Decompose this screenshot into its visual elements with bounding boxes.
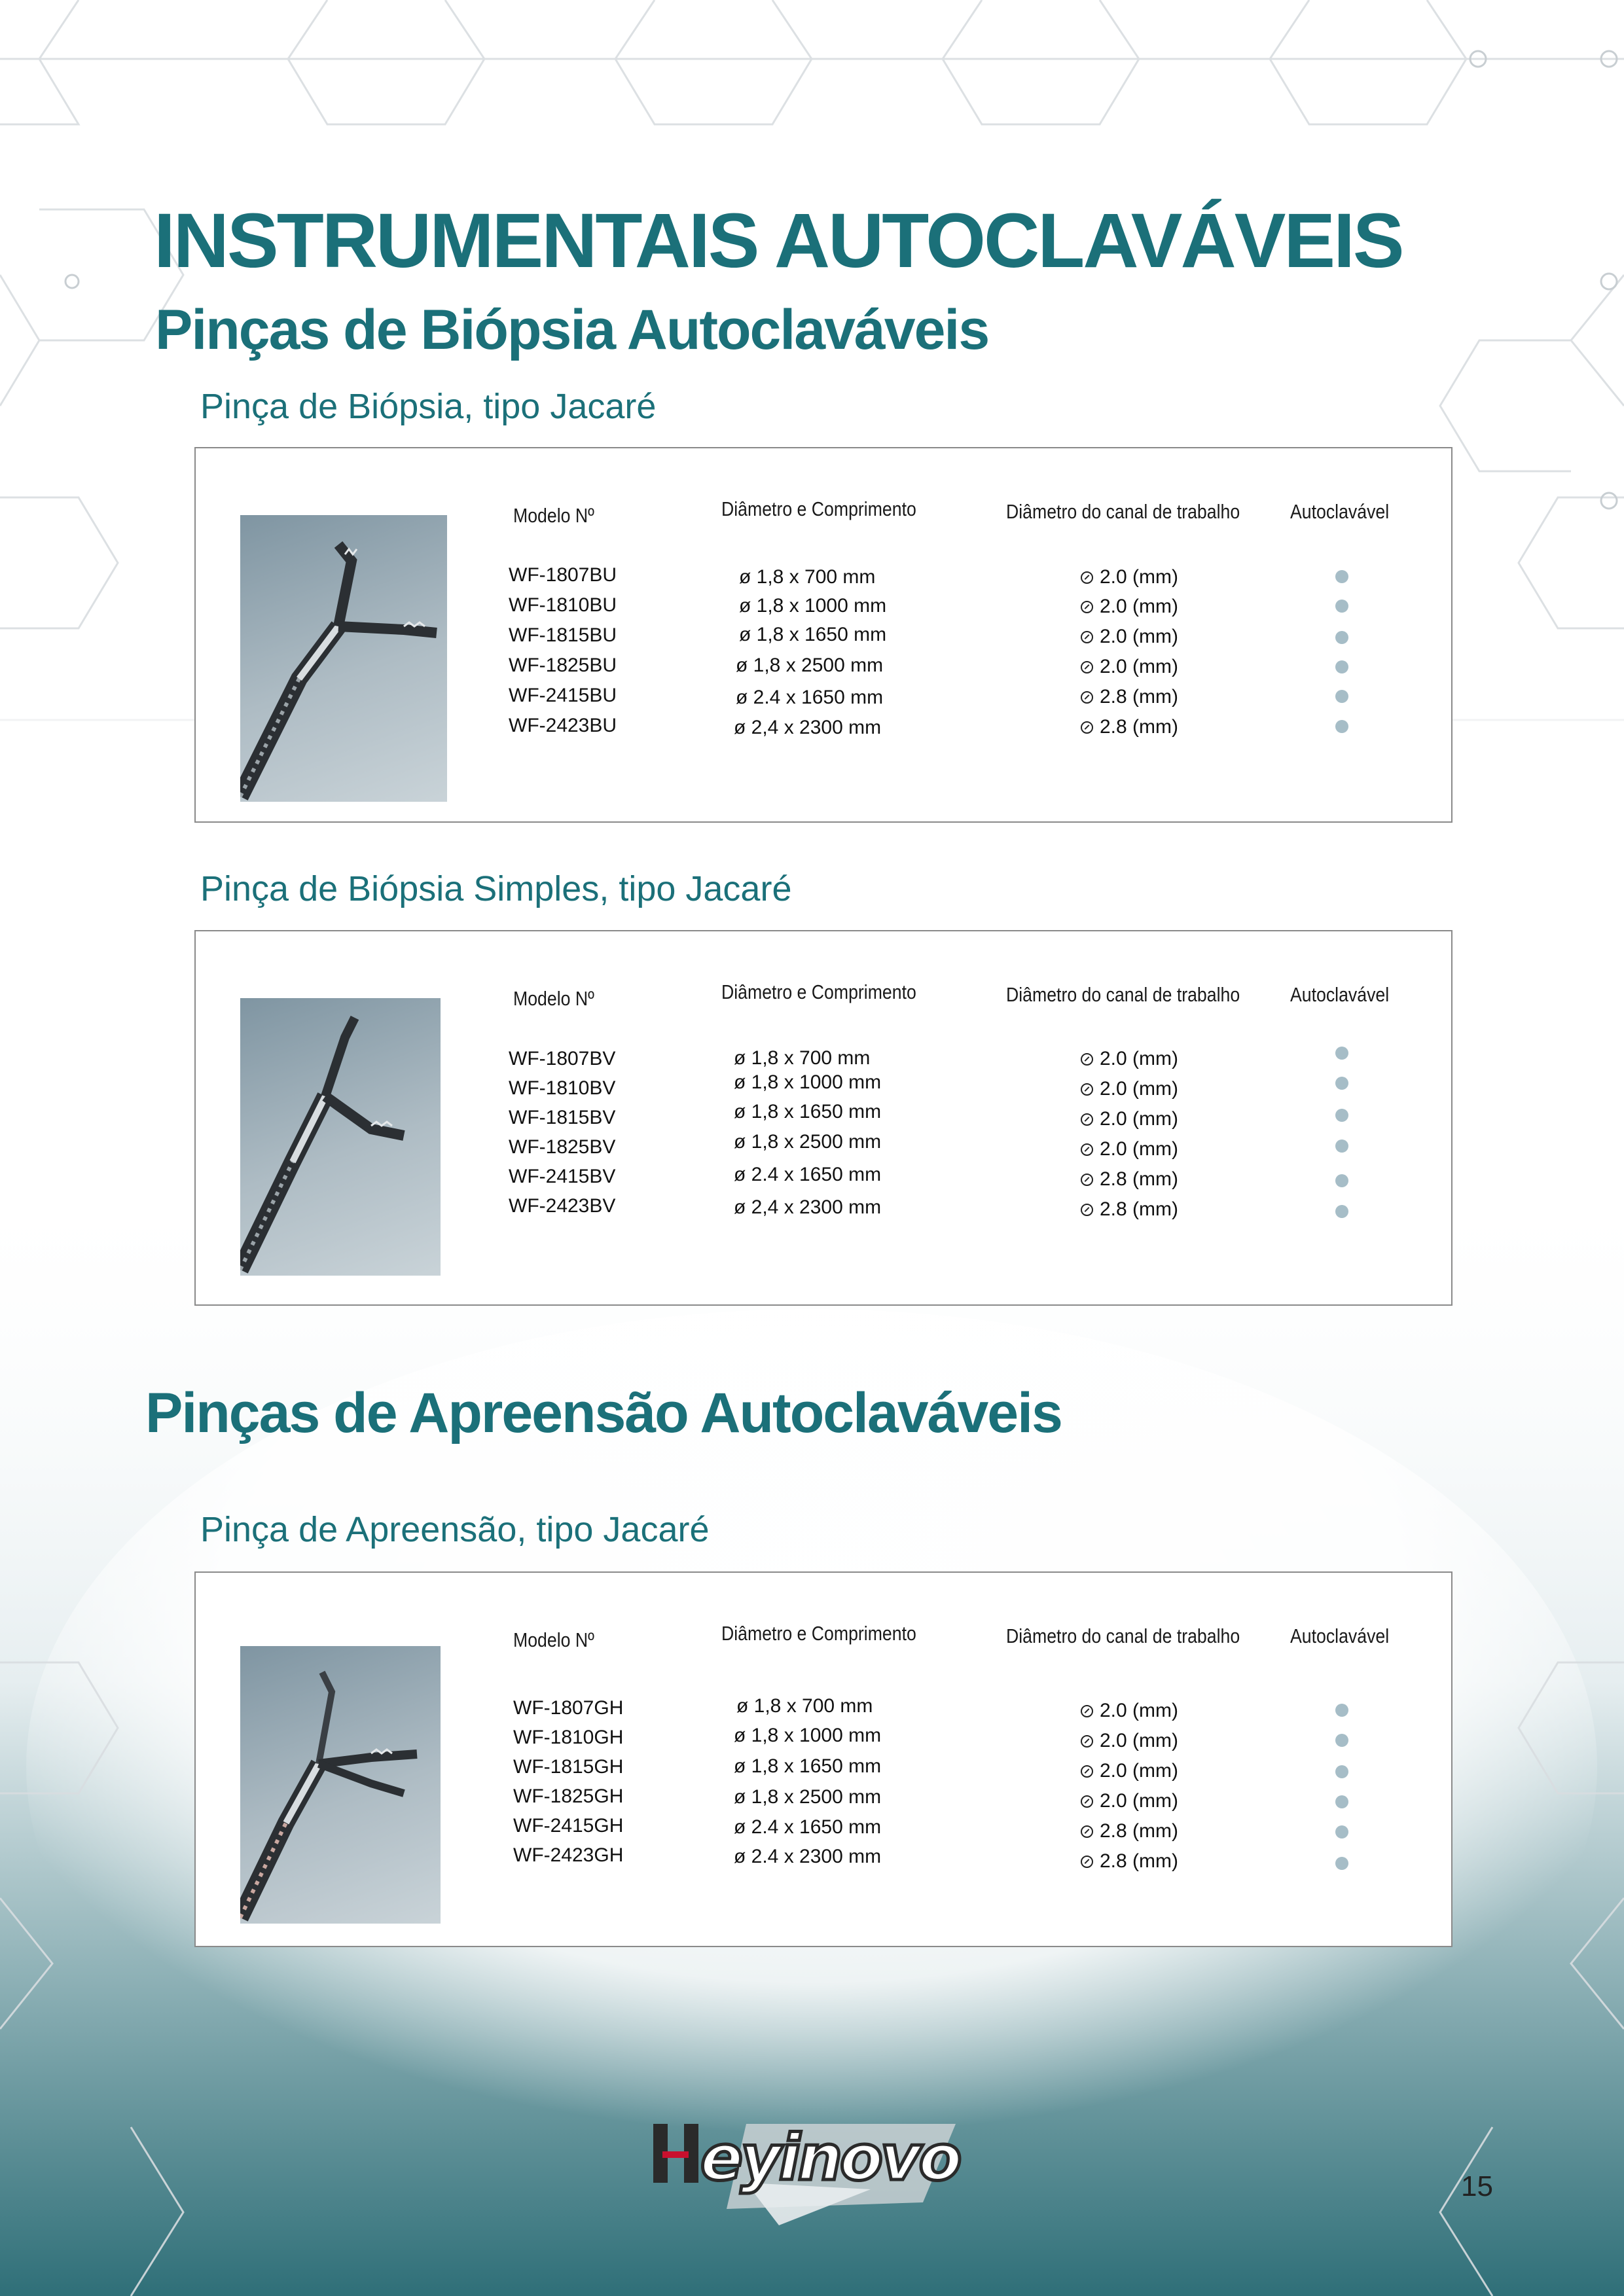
autoclavable-dot-icon: [1335, 1765, 1348, 1778]
autoclavable-dot-icon: [1335, 1825, 1348, 1839]
size-cell: ø 2,4 x 2300 mm: [734, 1196, 882, 1218]
model-cell: WF-2423BU: [509, 715, 617, 736]
autoclavable-dot-icon: [1335, 631, 1348, 644]
model-cell: WF-1825BU: [509, 655, 617, 676]
model-cell: WF-1807GH: [513, 1697, 624, 1719]
autoclavable-dot-icon: [1335, 1047, 1348, 1060]
circle-diameter-icon: [1081, 1204, 1093, 1216]
channel-cell: 2.8 (mm): [1081, 1198, 1178, 1221]
header-model: Modelo Nº: [513, 1628, 594, 1651]
header-autoclavable: Autoclavável: [1290, 1624, 1390, 1647]
size-cell: ø 1,8 x 1650 mm: [739, 624, 887, 645]
channel-cell: 2.8 (mm): [1081, 1850, 1178, 1873]
size-cell: ø 1,8 x 1000 mm: [734, 1071, 882, 1093]
circle-diameter-icon: [1081, 1825, 1093, 1838]
svg-text:eyinovo: eyinovo: [700, 2121, 960, 2195]
channel-cell: 2.0 (mm): [1081, 1078, 1178, 1100]
heyinovo-logo: [648, 2111, 975, 2229]
page-title: INSTRUMENTAIS AUTOCLAVÁVEIS: [154, 198, 1403, 284]
header-autoclavable: Autoclavável: [1290, 500, 1390, 523]
table-subtitle-2: Pinça de Biópsia Simples, tipo Jacaré: [200, 869, 792, 908]
circle-diameter-icon: [1081, 1113, 1093, 1126]
model-cell: WF-2423BV: [509, 1195, 616, 1217]
forceps-photo: [240, 1646, 441, 1924]
model-cell: WF-1815BV: [509, 1107, 616, 1128]
autoclavable-dot-icon: [1335, 1205, 1348, 1218]
header-diameter-length: Diâmetro e Comprimento: [721, 497, 916, 520]
page-number: 15: [1461, 2170, 1493, 2202]
size-cell: ø 1,8 x 1000 mm: [734, 1725, 882, 1746]
size-cell: ø 1,8 x 2500 mm: [734, 1786, 882, 1808]
forceps-photo: [240, 998, 441, 1276]
autoclavable-dot-icon: [1335, 1734, 1348, 1747]
size-cell: ø 2.4 x 1650 mm: [734, 1816, 882, 1838]
section-title-grasping: Pinças de Apreensão Autoclaváveis: [145, 1382, 1062, 1444]
autoclavable-dot-icon: [1335, 660, 1348, 673]
autoclavable-dot-icon: [1335, 1139, 1348, 1153]
autoclavable-dot-icon: [1335, 600, 1348, 613]
channel-cell: 2.0 (mm): [1081, 626, 1178, 648]
autoclavable-dot-icon: [1335, 570, 1348, 583]
circle-diameter-icon: [1081, 1735, 1093, 1748]
circle-diameter-icon: [1081, 1795, 1093, 1808]
model-cell: WF-1810BU: [509, 594, 617, 616]
model-cell: WF-1815BU: [509, 624, 617, 646]
autoclavable-dot-icon: [1335, 720, 1348, 733]
product-panel-1: [194, 447, 1453, 823]
circle-diameter-icon: [1081, 631, 1093, 643]
header-autoclavable: Autoclavável: [1290, 983, 1390, 1006]
channel-cell: 2.0 (mm): [1081, 1700, 1178, 1722]
circle-diameter-icon: [1081, 601, 1093, 613]
channel-cell: 2.0 (mm): [1081, 596, 1178, 618]
size-cell: ø 1,8 x 700 mm: [739, 566, 876, 588]
model-cell: WF-1825BV: [509, 1136, 616, 1158]
autoclavable-dot-icon: [1335, 1109, 1348, 1122]
section-title-biopsy: Pinças de Biópsia Autoclaváveis: [155, 298, 989, 361]
autoclavable-dot-icon: [1335, 1704, 1348, 1717]
circle-diameter-icon: [1081, 1174, 1093, 1186]
header-model: Modelo Nº: [513, 987, 594, 1010]
header-diameter-length: Diâmetro e Comprimento: [721, 980, 916, 1003]
channel-cell: 2.0 (mm): [1081, 1790, 1178, 1812]
size-cell: ø 1,8 x 2500 mm: [734, 1131, 882, 1153]
table-subtitle-1: Pinça de Biópsia, tipo Jacaré: [200, 387, 657, 426]
channel-cell: 2.0 (mm): [1081, 566, 1178, 588]
circle-diameter-icon: [1081, 691, 1093, 704]
model-cell: WF-2415GH: [513, 1815, 624, 1837]
channel-cell: 2.0 (mm): [1081, 1138, 1178, 1160]
model-cell: WF-2415BU: [509, 685, 617, 706]
circle-diameter-icon: [1081, 1083, 1093, 1096]
size-cell: ø 2.4 x 1650 mm: [736, 687, 884, 708]
circle-diameter-icon: [1081, 1856, 1093, 1868]
model-cell: WF-1815GH: [513, 1756, 624, 1778]
table-subtitle-3: Pinça de Apreensão, tipo Jacaré: [200, 1510, 710, 1549]
autoclavable-dot-icon: [1335, 1174, 1348, 1187]
channel-cell: 2.8 (mm): [1081, 716, 1178, 738]
channel-cell: 2.0 (mm): [1081, 1760, 1178, 1782]
product-panel-3: [194, 1571, 1453, 1947]
channel-cell: 2.0 (mm): [1081, 1108, 1178, 1130]
circle-diameter-icon: [1081, 661, 1093, 673]
autoclavable-dot-icon: [1335, 690, 1348, 703]
model-cell: WF-1807BV: [509, 1048, 616, 1069]
header-model: Modelo Nº: [513, 504, 594, 527]
circle-diameter-icon: [1081, 1053, 1093, 1066]
circle-diameter-icon: [1081, 1765, 1093, 1778]
autoclavable-dot-icon: [1335, 1077, 1348, 1090]
size-cell: ø 2.4 x 2300 mm: [734, 1846, 882, 1867]
model-cell: WF-1825GH: [513, 1785, 624, 1807]
channel-cell: 2.0 (mm): [1081, 1048, 1178, 1070]
channel-cell: 2.8 (mm): [1081, 686, 1178, 708]
size-cell: ø 1,8 x 700 mm: [736, 1695, 873, 1717]
header-channel: Diâmetro do canal de trabalho: [1006, 983, 1240, 1006]
circle-diameter-icon: [1081, 1143, 1093, 1156]
size-cell: ø 1,8 x 1650 mm: [734, 1101, 882, 1122]
model-cell: WF-2415BV: [509, 1166, 616, 1187]
forceps-photo: [240, 515, 447, 802]
model-cell: WF-1810GH: [513, 1727, 624, 1748]
size-cell: ø 1,8 x 700 mm: [734, 1047, 871, 1069]
channel-cell: 2.8 (mm): [1081, 1168, 1178, 1191]
autoclavable-dot-icon: [1335, 1857, 1348, 1870]
model-cell: WF-2423GH: [513, 1844, 624, 1866]
size-cell: ø 1,8 x 1650 mm: [734, 1755, 882, 1777]
size-cell: ø 1,8 x 1000 mm: [739, 595, 887, 617]
circle-diameter-icon: [1081, 571, 1093, 584]
circle-diameter-icon: [1081, 721, 1093, 734]
header-channel: Diâmetro do canal de trabalho: [1006, 1624, 1240, 1647]
size-cell: ø 2,4 x 2300 mm: [734, 717, 882, 738]
channel-cell: 2.0 (mm): [1081, 1730, 1178, 1752]
header-diameter-length: Diâmetro e Comprimento: [721, 1622, 916, 1645]
model-cell: WF-1807BU: [509, 564, 617, 586]
channel-cell: 2.8 (mm): [1081, 1820, 1178, 1842]
size-cell: ø 1,8 x 2500 mm: [736, 655, 884, 676]
model-cell: WF-1810BV: [509, 1077, 616, 1099]
product-panel-2: [194, 930, 1453, 1306]
channel-cell: 2.0 (mm): [1081, 656, 1178, 678]
circle-diameter-icon: [1081, 1705, 1093, 1717]
header-channel: Diâmetro do canal de trabalho: [1006, 500, 1240, 523]
autoclavable-dot-icon: [1335, 1795, 1348, 1808]
size-cell: ø 2.4 x 1650 mm: [734, 1164, 882, 1185]
